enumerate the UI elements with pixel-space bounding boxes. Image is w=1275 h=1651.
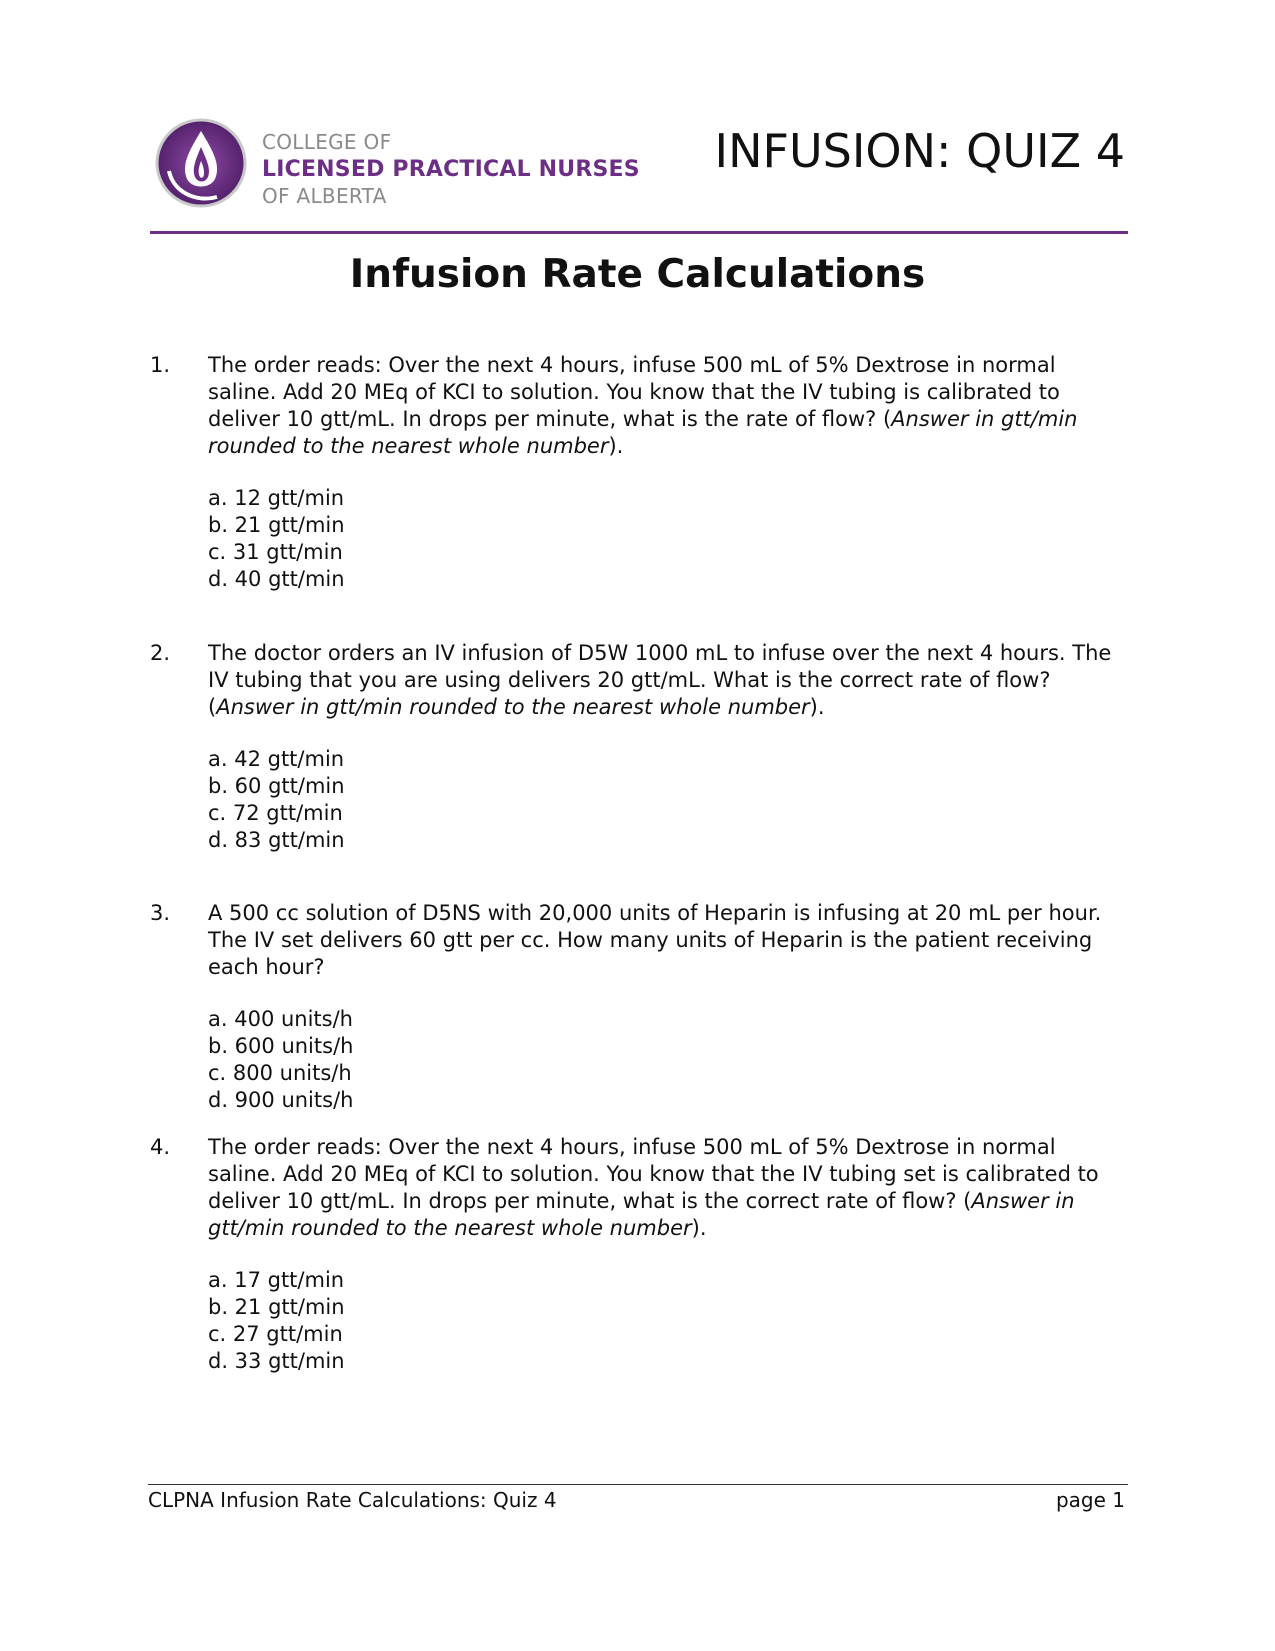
page-header xyxy=(150,112,1125,232)
question-prompt: A 500 cc solution of D5NS with 20,000 units of Heparin is infusing at 20 mL per hour. The IV set delivers 60 gtt per cc. How many units of Heparin is the patient receiving each hour? xyxy=(208,901,1102,979)
question-answer-format: Answer in gtt/min rounded to the nearest whole number xyxy=(208,1189,1075,1240)
footer-divider xyxy=(148,1484,1128,1485)
question-text xyxy=(208,900,1128,981)
answer-options xyxy=(208,1267,1128,1375)
answer-option-d[interactable]: d. 83 gtt/min xyxy=(208,828,345,852)
answer-option-c[interactable]: c. 72 gtt/min xyxy=(208,801,343,825)
question-answer-format: Answer in gtt/min rounded to the nearest whole number xyxy=(208,407,1078,458)
answer-option-a[interactable]: a. 17 gtt/min xyxy=(208,1268,345,1292)
clpna-emblem-icon xyxy=(155,117,255,209)
answer-option-b[interactable]: b. 60 gtt/min xyxy=(208,774,345,798)
answer-option-d[interactable]: d. 900 units/h xyxy=(208,1088,354,1112)
question-prompt: The order reads: Over the next 4 hours, infuse 500 mL of 5% Dextrose in normal saline. Add 20 MEq of KCI to solution. You know that the IV tubing set is calibrated to deliver 10 gtt/mL. In drops per minute, what is the correct rate of flow? ( xyxy=(208,1135,1099,1213)
logo-line-college-of: COLLEGE OF xyxy=(262,130,392,154)
question-text xyxy=(208,1134,1128,1242)
logo-line-lpn: LICENSED PRACTICAL NURSES xyxy=(262,157,640,182)
answer-options xyxy=(208,1006,1128,1114)
answer-option-a[interactable]: a. 42 gtt/min xyxy=(208,747,345,771)
question-number: 3. xyxy=(150,901,171,925)
quiz-title: INFUSION: QUIZ 4 xyxy=(714,124,1125,178)
answer-option-a[interactable]: a. 12 gtt/min xyxy=(208,486,345,510)
question-suffix: ). xyxy=(809,695,825,719)
question-text xyxy=(208,352,1128,460)
clpna-logo xyxy=(155,117,640,217)
question-answer-format: Answer in gtt/min rounded to the nearest whole number xyxy=(216,695,810,719)
question-body xyxy=(208,352,1128,593)
question-number: 2. xyxy=(150,641,171,665)
answer-option-b[interactable]: b. 21 gtt/min xyxy=(208,1295,345,1319)
question-prompt: The order reads: Over the next 4 hours, infuse 500 mL of 5% Dextrose in normal saline. Add 20 MEq of KCI to solution. You know that the IV tubing is calibrated to deliver 10 gtt/mL. In drops per minute, what is the rate of flow? ( xyxy=(208,353,1060,431)
header-divider xyxy=(150,231,1128,234)
answer-options xyxy=(208,485,1128,593)
footer-page-number: page 1 xyxy=(1055,1488,1125,1512)
logo-wordmark xyxy=(262,129,640,210)
answer-option-b[interactable]: b. 21 gtt/min xyxy=(208,513,345,537)
answer-option-d[interactable]: d. 40 gtt/min xyxy=(208,567,345,591)
question-number: 4. xyxy=(150,1135,171,1159)
logo-line-of-alberta: OF ALBERTA xyxy=(262,184,387,208)
question-prompt: The doctor orders an IV infusion of D5W 1000 mL to infuse over the next 4 hours. The IV tubing that you are using delivers 20 gtt/mL. What is the correct rate of flow? ( xyxy=(208,641,1112,719)
answer-option-c[interactable]: c. 27 gtt/min xyxy=(208,1322,343,1346)
answer-option-c[interactable]: c. 800 units/h xyxy=(208,1061,352,1085)
answer-option-b[interactable]: b. 600 units/h xyxy=(208,1034,354,1058)
question-suffix: ). xyxy=(691,1216,707,1240)
answer-options xyxy=(208,746,1128,854)
page-title: Infusion Rate Calculations xyxy=(349,252,926,297)
question-number: 1. xyxy=(150,353,171,377)
answer-option-a[interactable]: a. 400 units/h xyxy=(208,1007,353,1031)
footer-document-title: CLPNA Infusion Rate Calculations: Quiz 4 xyxy=(148,1488,557,1512)
answer-option-c[interactable]: c. 31 gtt/min xyxy=(208,540,343,564)
question-body xyxy=(208,900,1128,1114)
question-text xyxy=(208,640,1128,721)
answer-option-d[interactable]: d. 33 gtt/min xyxy=(208,1349,345,1373)
question-body xyxy=(208,1134,1128,1375)
question-suffix: ). xyxy=(608,434,624,458)
question-body xyxy=(208,640,1128,854)
